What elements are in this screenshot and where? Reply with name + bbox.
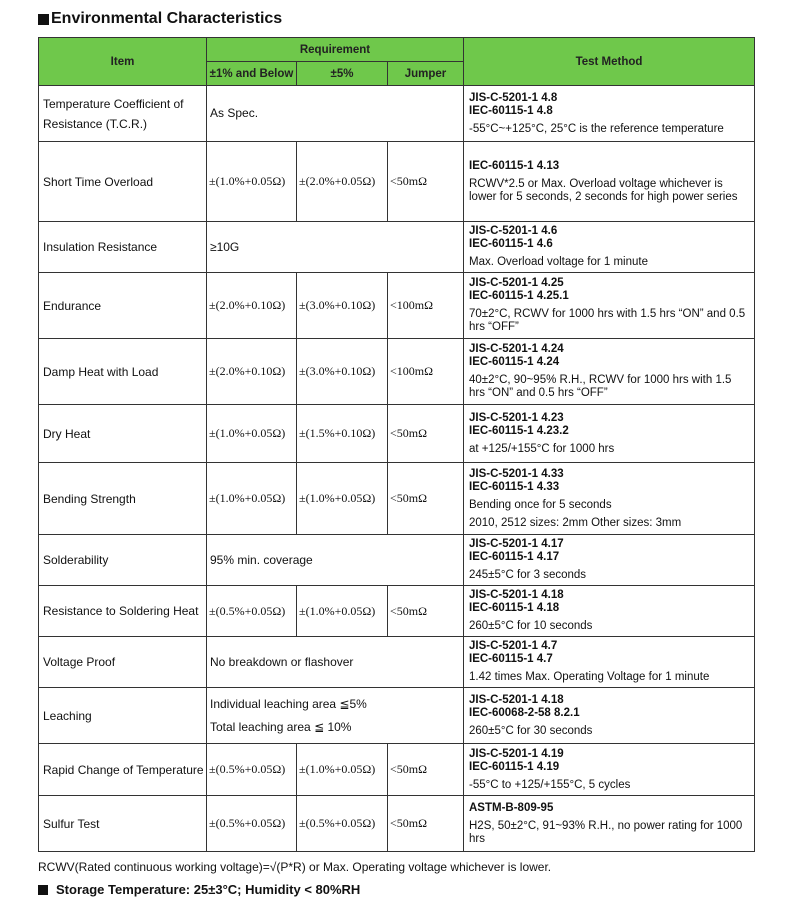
requirement-value: <100mΩ — [388, 273, 464, 339]
storage-conditions — [38, 882, 360, 897]
header-test-method: Test Method — [464, 38, 755, 86]
item-cell — [39, 586, 207, 637]
requirement-value: ±(1.0%+0.05Ω) — [297, 586, 388, 637]
test-method-line: JIS-C-5201-1 4.33 — [469, 467, 564, 480]
environmental-characteristics-table — [38, 37, 755, 852]
item-label: Dry Heat — [43, 426, 91, 441]
test-method-cell — [464, 405, 755, 463]
requirement-line: Total leaching area ≦ 10% — [210, 719, 352, 734]
test-method-line: 1.42 times Max. Operating Voltage for 1 minute — [469, 671, 710, 683]
requirement-value: ±(1.0%+0.05Ω) — [207, 405, 297, 463]
requirement-value: ±(1.0%+0.05Ω) — [297, 744, 388, 796]
test-method-line: 2010, 2512 sizes: 2mm Other sizes: 3mm — [469, 516, 682, 529]
test-method-line: JIS-C-5201-1 4.19 — [469, 747, 564, 760]
item-cell — [39, 688, 207, 744]
item-label: Sulfur Test — [43, 816, 100, 831]
test-method-line: JIS-C-5201-1 4.18 — [469, 589, 564, 601]
test-method-line: JIS-C-5201-1 4.6 — [469, 225, 558, 237]
section-title-text: Environmental Characteristics — [51, 10, 283, 27]
item-cell — [39, 637, 207, 688]
item-label: Temperature Coefficient of — [43, 96, 184, 111]
test-method-line: at +125/+155°C for 1000 hrs — [469, 442, 615, 455]
item-cell — [39, 535, 207, 586]
test-method-cell — [464, 796, 755, 852]
test-method-line: 70±2°C, RCWV for 1000 hrs with 1.5 hrs “ON” and 0.5 hrs “OFF” — [469, 308, 746, 333]
requirement-value: ±(2.0%+0.05Ω) — [297, 142, 388, 222]
test-method-cell — [464, 222, 755, 273]
test-method-line: IEC-60115-1 4.24 — [469, 356, 560, 368]
item-label: Insulation Resistance — [43, 240, 158, 254]
requirement-cell: 95% min. coverage — [207, 535, 464, 586]
header-tolerance-1: ±1% and Below — [207, 62, 297, 86]
requirement-value: ±(3.0%+0.10Ω) — [297, 273, 388, 339]
item-cell — [39, 222, 207, 273]
table-row — [39, 86, 755, 142]
test-method-cell — [464, 688, 755, 744]
item-label: Solderability — [43, 553, 109, 567]
requirement-value: ±(2.0%+0.10Ω) — [207, 339, 297, 405]
test-method-line: JIS-C-5201-1 4.23 — [469, 411, 564, 424]
test-method-line: ASTM-B-809-95 — [469, 801, 554, 814]
test-method-line: Bending once for 5 seconds — [469, 498, 612, 511]
test-method-line: JIS-C-5201-1 4.17 — [469, 538, 564, 550]
requirement-line: Individual leaching area ≦5% — [210, 696, 367, 711]
requirement-cell: No breakdown or flashover — [207, 637, 464, 688]
test-method-cell — [464, 535, 755, 586]
table-body — [39, 86, 755, 852]
item-cell — [39, 796, 207, 852]
requirement-value: <50mΩ — [388, 405, 464, 463]
test-method-line: RCWV*2.5 or Max. Overload voltage whichever is lower for 5 seconds, 2 seconds for high power series — [469, 177, 738, 203]
test-method-cell — [464, 273, 755, 339]
table-row — [39, 586, 755, 637]
test-method-line: IEC-60115-1 4.8 — [469, 104, 553, 117]
test-method-line: JIS-C-5201-1 4.18 — [469, 693, 564, 706]
header-jumper: Jumper — [388, 62, 464, 86]
test-method-line: 245±5°C for 3 seconds — [469, 569, 587, 581]
requirement-value: <50mΩ — [388, 463, 464, 535]
test-method-line: JIS-C-5201-1 4.24 — [469, 343, 564, 355]
requirement-value: ±(3.0%+0.10Ω) — [297, 339, 388, 405]
test-method-cell — [464, 86, 755, 142]
test-method-cell — [464, 339, 755, 405]
item-label: Voltage Proof — [43, 655, 116, 669]
test-method-line: IEC-60115-1 4.33 — [469, 480, 560, 493]
item-label: Bending Strength — [43, 491, 136, 506]
item-cell — [39, 339, 207, 405]
requirement-value: ±(1.5%+0.10Ω) — [297, 405, 388, 463]
requirement-value: <50mΩ — [388, 796, 464, 852]
requirement-value: ±(0.5%+0.05Ω) — [297, 796, 388, 852]
table-row — [39, 637, 755, 688]
item-label: Damp Heat with Load — [43, 364, 159, 379]
test-method-cell — [464, 744, 755, 796]
item-cell — [39, 463, 207, 535]
requirement-value: ±(1.0%+0.05Ω) — [207, 142, 297, 222]
table-row — [39, 744, 755, 796]
table-row — [39, 463, 755, 535]
test-method-line: IEC-60115-1 4.13 — [469, 159, 560, 172]
item-label: Leaching — [43, 708, 92, 723]
requirement-value: <50mΩ — [388, 744, 464, 796]
item-cell — [39, 86, 207, 142]
item-label: Resistance to Soldering Heat — [43, 604, 199, 618]
square-bullet-icon — [38, 885, 48, 895]
requirement-value: <100mΩ — [388, 339, 464, 405]
requirement-value: <50mΩ — [388, 142, 464, 222]
header-tolerance-5: ±5% — [297, 62, 388, 86]
item-label: Short Time Overload — [43, 174, 154, 189]
requirement-value: ±(1.0%+0.05Ω) — [297, 463, 388, 535]
item-cell — [39, 273, 207, 339]
test-method-line: IEC-60115-1 4.25.1 — [469, 290, 569, 302]
requirement-value: ±(0.5%+0.05Ω) — [207, 744, 297, 796]
storage-text: Storage Temperature: 25±3°C; Humidity < 80%RH — [56, 882, 361, 897]
requirement-value: <50mΩ — [388, 586, 464, 637]
test-method-line: IEC-60115-1 4.23.2 — [469, 424, 569, 437]
requirement-value: ±(0.5%+0.05Ω) — [207, 796, 297, 852]
requirement-value: ±(1.0%+0.05Ω) — [207, 463, 297, 535]
test-method-cell — [464, 463, 755, 535]
rcwv-note: RCWV(Rated continuous working voltage)=√(P*R) or Max. Operating voltage whichever is lower. — [38, 860, 552, 874]
test-method-line: IEC-60068-2-58 8.2.1 — [469, 706, 580, 719]
table-row — [39, 796, 755, 852]
test-method-line: JIS-C-5201-1 4.7 — [469, 640, 558, 652]
section-title — [38, 8, 282, 30]
table-row — [39, 339, 755, 405]
test-method-line: Max. Overload voltage for 1 minute — [469, 256, 648, 268]
table-row — [39, 273, 755, 339]
requirement-value: ±(2.0%+0.10Ω) — [207, 273, 297, 339]
test-method-line: 260±5°C for 30 seconds — [469, 724, 593, 737]
test-method-line: -55°C to +125/+155°C, 5 cycles — [469, 778, 631, 791]
table-row — [39, 142, 755, 222]
test-method-line: IEC-60115-1 4.6 — [469, 238, 553, 250]
test-method-line: IEC-60115-1 4.18 — [469, 602, 560, 614]
test-method-line: 40±2°C, 90~95% R.H., RCWV for 1000 hrs with 1.5 hrs “ON” and 0.5 hrs “OFF” — [469, 374, 732, 399]
test-method-line: IEC-60115-1 4.19 — [469, 760, 560, 773]
table-row — [39, 535, 755, 586]
test-method-line: -55°C~+125°C, 25°C is the reference temperature — [469, 122, 724, 135]
test-method-line: H2S, 50±2°C, 91~93% R.H., no power rating for 1000 hrs — [469, 819, 743, 845]
header-item: Item — [39, 38, 207, 86]
table-row — [39, 222, 755, 273]
requirement-cell: ≥10G — [207, 222, 464, 273]
test-method-line: IEC-60115-1 4.7 — [469, 653, 553, 665]
test-method-line: JIS-C-5201-1 4.8 — [469, 91, 558, 104]
requirement-cell — [207, 688, 464, 744]
test-method-cell — [464, 586, 755, 637]
item-cell — [39, 744, 207, 796]
square-bullet-icon — [38, 14, 49, 25]
item-cell — [39, 405, 207, 463]
requirement-value: ±(0.5%+0.05Ω) — [207, 586, 297, 637]
requirement-cell: As Spec. — [207, 86, 464, 142]
table-row — [39, 688, 755, 744]
test-method-cell — [464, 142, 755, 222]
item-label: Endurance — [43, 298, 102, 313]
item-label: Rapid Change of Temperature — [43, 762, 204, 777]
table-row — [39, 405, 755, 463]
test-method-line: 260±5°C for 10 seconds — [469, 620, 593, 632]
item-label: Resistance (T.C.R.) — [43, 116, 148, 131]
test-method-line: JIS-C-5201-1 4.25 — [469, 277, 564, 289]
item-cell — [39, 142, 207, 222]
header-requirement: Requirement — [207, 38, 464, 62]
test-method-cell — [464, 637, 755, 688]
test-method-line: IEC-60115-1 4.17 — [469, 551, 560, 563]
